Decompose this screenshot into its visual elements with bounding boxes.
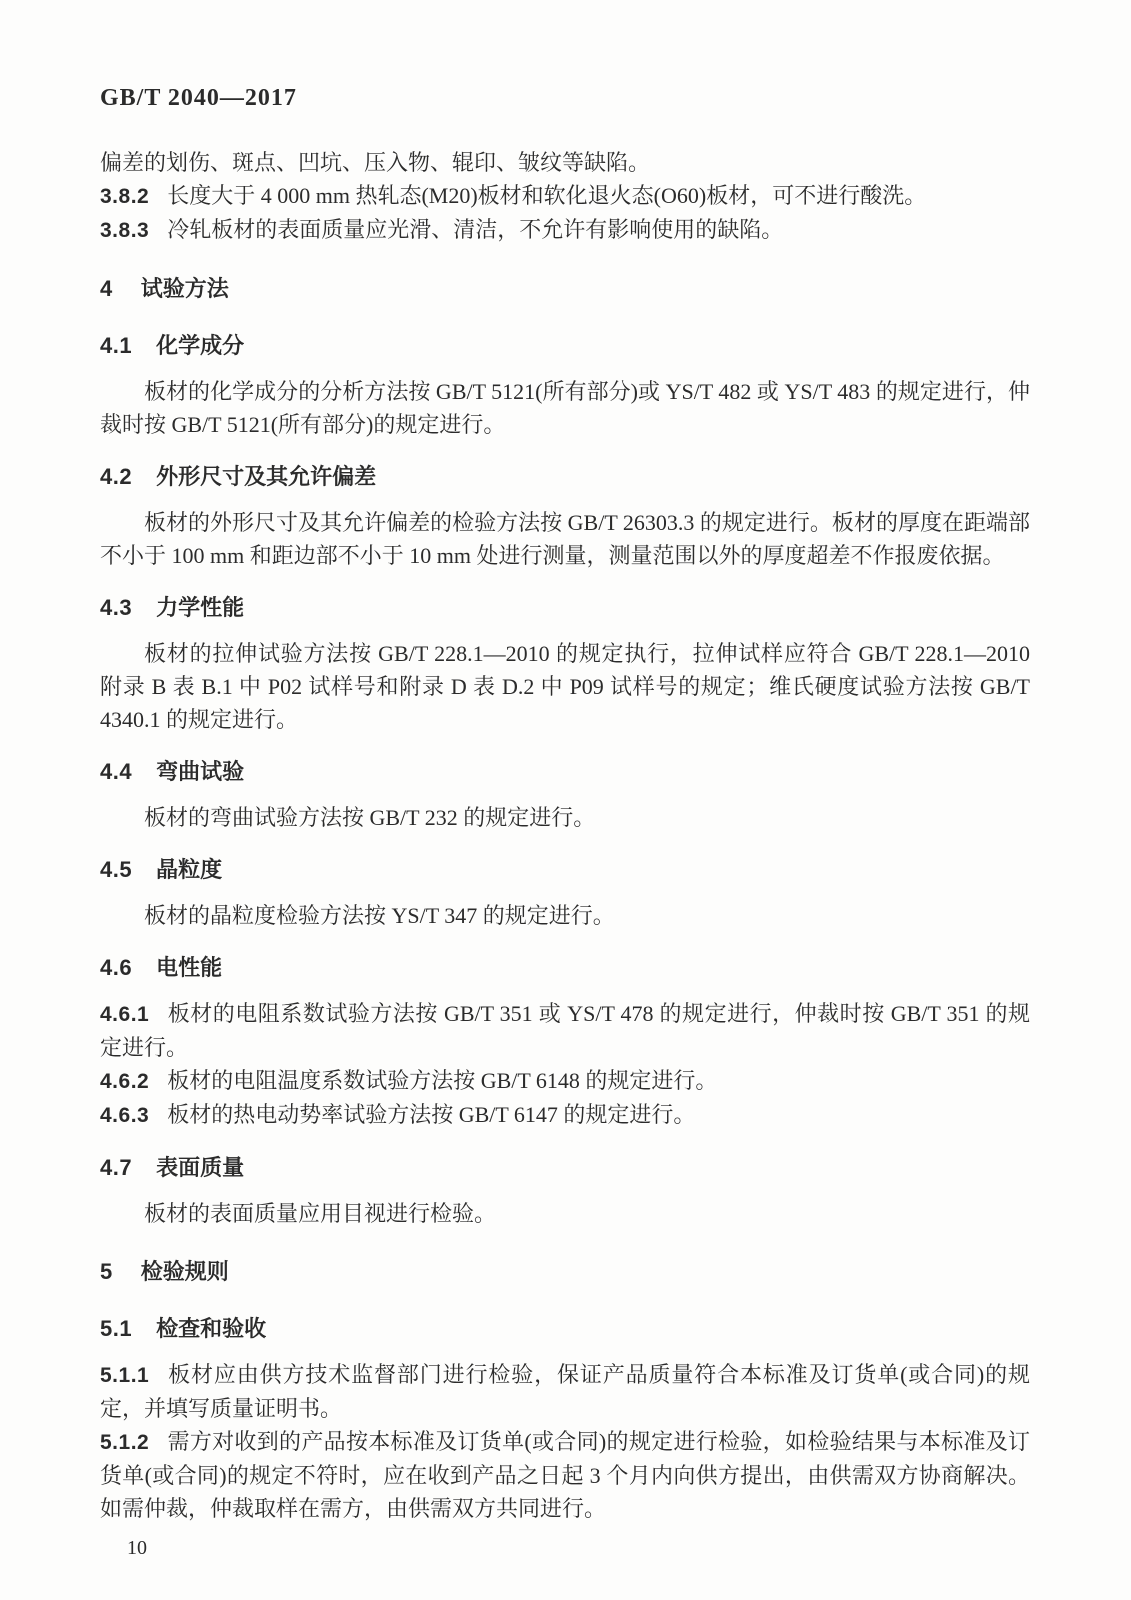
paragraph-4-1: 板材的化学成分的分析方法按 GB/T 5121(所有部分)或 YS/T 482 或 YS/T 483 的规定进行，仲裁时按 GB/T 5121(所有部分)的规定进行。 [100, 379, 1031, 437]
subsection-number: 5.1 [100, 1316, 133, 1341]
subsection-title: 检查和验收 [156, 1316, 267, 1341]
paragraph-4-2: 板材的外形尺寸及其允许偏差的检验方法按 GB/T 26303.3 的规定进行。板材的厚度在距端部不小于 100 mm 和距边部不小于 10 mm 处进行测量，测量范围以外的厚度超差不作报废依据。 [100, 510, 1030, 568]
subsection-title: 弯曲试验 [156, 759, 245, 784]
clause-text: 板材的热电动势率试验方法按 GB/T 6147 的规定进行。 [167, 1102, 696, 1127]
section-heading-5 [100, 1255, 1030, 1288]
paragraph-4-4: 板材的弯曲试验方法按 GB/T 232 的规定进行。 [144, 805, 596, 830]
subsection-heading-4-7 [100, 1151, 1030, 1184]
clause-4-6-2 [100, 1064, 1030, 1098]
subsection-heading-4-3 [100, 591, 1030, 624]
clause-4-6-3 [100, 1098, 1030, 1132]
subsection-number: 4.5 [100, 857, 133, 882]
clause-number: 4.6.2 [100, 1070, 150, 1093]
clause-text: 需方对收到的产品按本标准及订货单(或合同)的规定进行检验，如检验结果与本标准及订货单(或合同)的规定不符时，应在收到产品之日起 3 个月内向供方提出，由供需双方协商解决。如需仲裁，仲裁取样在需方，由供需双方共同进行。 [100, 1429, 1030, 1521]
clause-number: 3.8.2 [100, 185, 150, 208]
subsection-number: 4.1 [100, 333, 133, 358]
subsection-title: 电性能 [156, 955, 223, 980]
subsection-heading-4-5 [100, 853, 1030, 886]
subsection-number: 4.6 [100, 955, 133, 980]
clause-3-8-2 [100, 179, 1030, 213]
paragraph-4-5: 板材的晶粒度检验方法按 YS/T 347 的规定进行。 [144, 903, 615, 928]
standard-number-header: GB/T 2040—2017 [100, 85, 297, 111]
subsection-title: 晶粒度 [156, 857, 223, 882]
section-number: 4 [100, 276, 113, 301]
subsection-title: 表面质量 [156, 1155, 245, 1180]
subsection-heading-4-4 [100, 755, 1030, 788]
subsection-title: 化学成分 [156, 333, 245, 358]
clause-number: 4.6.1 [100, 1003, 150, 1026]
section-number: 5 [100, 1259, 113, 1284]
clause-text: 长度大于 4 000 mm 热轧态(M20)板材和软化退火态(O60)板材，可不进行酸洗。 [167, 183, 927, 208]
subsection-heading-4-6 [100, 951, 1030, 984]
subsection-heading-4-2 [100, 460, 1030, 493]
subsection-title: 外形尺寸及其允许偏差 [156, 464, 377, 489]
clause-5-1-1 [100, 1358, 1030, 1425]
subsection-number: 4.4 [100, 759, 133, 784]
clause-4-6-1 [100, 997, 1030, 1064]
clause-text: 板材的电阻系数试验方法按 GB/T 351 或 YS/T 478 的规定进行，仲裁时按 GB/T 351 的规定进行。 [100, 1001, 1030, 1060]
section-title: 试验方法 [140, 276, 229, 301]
clause-number: 4.6.3 [100, 1104, 150, 1127]
clause-3-8-3 [100, 213, 1030, 247]
clause-text: 板材应由供方技术监督部门进行检验，保证产品质量符合本标准及订货单(或合同)的规定，并填写质量证明书。 [100, 1362, 1030, 1421]
subsection-number: 4.2 [100, 464, 133, 489]
subsection-number: 4.3 [100, 595, 133, 620]
subsection-heading-4-1 [100, 329, 1030, 362]
clause-5-1-2 [100, 1425, 1030, 1525]
subsection-heading-5-1 [100, 1312, 1030, 1345]
subsection-number: 4.7 [100, 1155, 133, 1180]
paragraph-continuation: 偏差的划伤、斑点、凹坑、压入物、辊印、皱纹等缺陷。 [100, 150, 651, 175]
section-heading-4 [100, 272, 1030, 305]
clause-number: 5.1.1 [100, 1364, 150, 1387]
page-number: 10 [127, 1537, 147, 1559]
paragraph-4-3: 板材的拉伸试验方法按 GB/T 228.1—2010 的规定执行，拉伸试样应符合 GB/T 228.1—2010 附录 B 表 B.1 中 P02 试样号和附录 D 表 D.2 中 P09 试样号的规定；维氏硬度试验方法按 GB/T 4340.1 的规定进行。 [100, 641, 1030, 732]
subsection-title: 力学性能 [156, 595, 245, 620]
paragraph-4-7: 板材的表面质量应用目视进行检验。 [144, 1201, 497, 1226]
clause-number: 3.8.3 [100, 219, 150, 242]
clause-number: 5.1.2 [100, 1431, 150, 1454]
section-title: 检验规则 [140, 1259, 229, 1284]
clause-text: 冷轧板材的表面质量应光滑、清洁，不允许有影响使用的缺陷。 [167, 217, 784, 242]
clause-text: 板材的电阻温度系数试验方法按 GB/T 6148 的规定进行。 [167, 1068, 718, 1093]
